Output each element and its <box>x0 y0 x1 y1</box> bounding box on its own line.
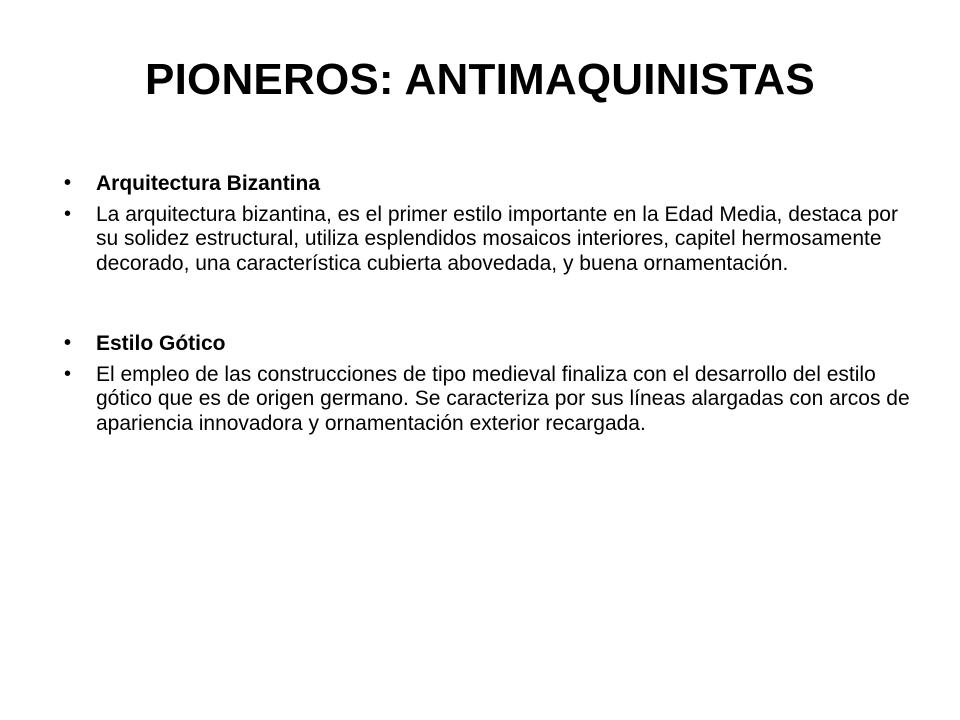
slide-content <box>64 172 916 443</box>
bullet-icon: • <box>64 172 72 194</box>
section-body-bizantina <box>64 203 916 277</box>
bullet-icon: • <box>64 362 72 385</box>
bullet-icon: • <box>64 332 72 355</box>
section-body-text: El empleo de las construcciones de tipo medieval finaliza con el desarrollo del estilo gótico que es de origen germano. Se caracteriza por sus líneas alargadas con arcos de apariencia innovadora y ornamentación exterior recargada. <box>96 362 910 435</box>
section-heading-gotico <box>64 332 916 357</box>
bullet-icon: • <box>64 202 72 225</box>
section-heading-text: Estilo Gótico <box>96 332 226 356</box>
slide-title: PIONEROS: ANTIMAQUINISTAS <box>145 55 815 104</box>
section-body-gotico <box>64 363 916 437</box>
section-heading-text: Arquitectura Bizantina <box>96 172 321 195</box>
section-body-text: La arquitectura bizantina, es el primer estilo importante en la Edad Media, destaca por su solidez estructural, utiliza esplendidos mosaicos interiores, capitel hermosamente decorado, una característica cubierta abovedada, y buena ornamentación. <box>96 202 898 275</box>
section-heading-bizantina <box>64 172 916 197</box>
